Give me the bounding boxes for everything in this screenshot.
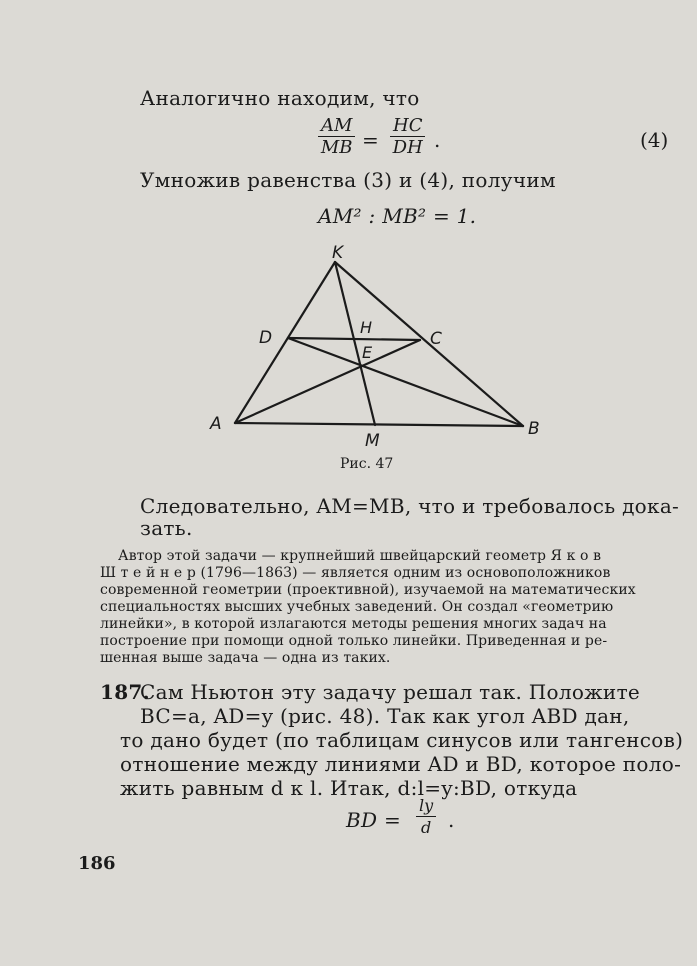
note-line-5: линейки», в которой излагаются методы решения многих задач на <box>100 616 607 632</box>
numerator: ly <box>416 796 436 817</box>
fraction-hc-dh <box>390 116 425 159</box>
text-line-1: Аналогично находим, что <box>140 86 420 110</box>
denominator: DH <box>392 137 423 158</box>
side-ak <box>235 262 335 423</box>
label-d: D <box>259 328 273 348</box>
conclusion-line-1: Следовательно, AM=MB, что и требовалось дока- <box>140 494 680 518</box>
problem-line-3: то дано будет (по таблицам синусов или тангенсов) <box>120 728 684 752</box>
note-line-3: современной геометрии (проективной), изучаемой на математических <box>100 582 636 598</box>
fraction-am-mb <box>318 116 355 159</box>
segment-db <box>288 338 523 426</box>
problem-number: 187. <box>100 680 150 704</box>
conclusion-line-2: зать. <box>140 516 193 540</box>
label-k: K <box>332 243 344 263</box>
equation-5: AM² : MB² = 1. <box>318 204 477 228</box>
label-h: H <box>360 318 373 337</box>
label-c: C <box>430 329 442 349</box>
denominator: MB <box>320 137 353 158</box>
label-b: B <box>528 419 540 439</box>
equation-number: (4) <box>640 128 669 152</box>
side-ab <box>235 423 523 426</box>
label-m: M <box>365 431 380 451</box>
figure-caption: Рис. 47 <box>340 456 394 472</box>
numerator: AM <box>318 116 355 137</box>
period: . <box>448 808 455 832</box>
text-line-2: Умножив равенства (3) и (4), получим <box>140 168 556 192</box>
note-line-1: Автор этой задачи — крупнейший швейцарский геометр Я к о в <box>118 548 602 564</box>
equation-bd-lhs: BD = <box>346 808 402 832</box>
label-e: E <box>362 343 373 362</box>
period: . <box>434 128 441 152</box>
note-line-7: шенная выше задача — одна из таких. <box>100 650 391 666</box>
problem-line-1: Сам Ньютон эту задачу решал так. Положите <box>140 680 641 704</box>
problem-line-4: отношение между линиями AD и BD, которое поло- <box>120 752 682 776</box>
denominator: d <box>420 818 432 837</box>
problem-line-5: жить равным d к l. Итак, d:l=y:BD, откуда <box>120 776 578 800</box>
fraction-ly-d <box>416 796 436 839</box>
numerator: HC <box>390 116 425 137</box>
label-a: A <box>210 414 222 434</box>
note-line-4: специальностях высших учебных заведений. Он создал «геометрию <box>100 599 614 615</box>
equals-sign: = <box>362 128 379 152</box>
problem-line-2: BC=a, AD=y (рис. 48). Так как угол ABD дан, <box>140 704 630 728</box>
page-number: 186 <box>78 853 116 874</box>
note-line-6: построение при помощи одной только линейки. Приведенная и ре- <box>100 633 608 649</box>
note-line-2: Ш т е й н е р (1796—1863) — является одним из основоположников <box>100 565 611 581</box>
